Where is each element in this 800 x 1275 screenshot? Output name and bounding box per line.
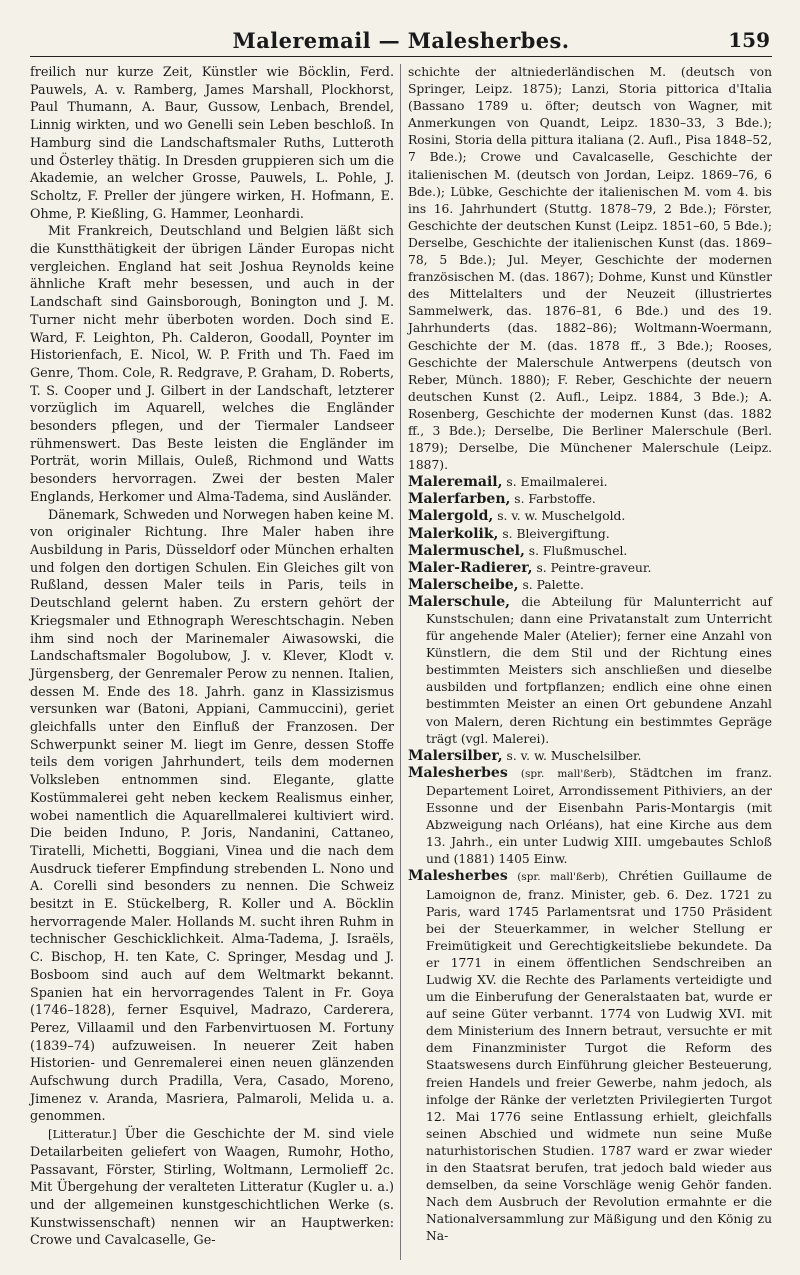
literature-text: Über die Geschichte der M. sind viele Detailarbeiten geliefert von Waagen, Rumohr, Hotho, Passavant, Förster, Stirling, Woltmann, Lermolieff 2c. Mit Übergehung der veralteten Litteratur (Kugler u. a.) und der allgemeinen kunstgeschichtlichen Werke (s. Kunstwissenschaft) nennen wir an Hauptwerken: Crowe und Cavalcaselle, Ge- xyxy=(30,1127,394,1249)
paragraph-literature xyxy=(30,1126,394,1250)
entry-malesherbes-person xyxy=(408,868,772,1245)
entry-headword: Malerscheibe, xyxy=(408,576,519,593)
left-column xyxy=(30,64,394,1250)
entry-text: s. Farbstoffe. xyxy=(510,492,596,507)
page-number: 159 xyxy=(728,28,770,52)
entry-malersilber xyxy=(408,748,772,765)
entry-headword: Maler-Radierer, xyxy=(408,559,533,576)
paragraph-england: Mit Frankreich, Deutschland und Belgien läßt sich die Kunstthätigkeit der übrigen Länder Europas nicht vergleichen. England hat seit Joshua Reynolds keine ähnliche Kraft mehr besessen, und auch in der Landschaft sind Gainsborough, Bonington und J. M. Turner nicht mehr überboten worden. Doch sind E. Ward, F. Leighton, Ph. Calderon, Goodall, Poynter im Historienfach, E. Nicol, W. P. Frith und Th. Faed im Genre, Thom. Cole, R. Redgrave, P. Graham, D. Roberts, T. S. Cooper und J. Gilbert in der Landschaft, letzterer vorzüglich im Aquarell, welches die Engländer besonders pflegen, und der Tiermaler Landseer rühmenswert. Das Beste leisten die Engländer im Porträt, worin Millais, Ouleß, Richmond und Watts besonders hervorragen. Zwei der besten Maler Englands, Herkomer und Alma-Tadema, sind Ausländer. xyxy=(30,224,394,505)
entry-malesherbes-town xyxy=(408,765,772,869)
pronunciation: (spr. mall'ßerb), xyxy=(507,871,609,884)
page-header xyxy=(30,26,772,57)
entry-text: s. Flußmuschel. xyxy=(524,543,628,558)
entry-text: s. v. w. Muschelgold. xyxy=(493,509,626,524)
entry-malerscheibe xyxy=(408,577,772,594)
paragraph-literature-continued: schichte der altniederländischen M. (deutsch von Springer, Leipz. 1875); Lanzi, Storia pittorica d'Italia (Bassano 1789 u. öfter; deutsch von Wagner, mit Anmerkungen von Quandt, Leipz. 1830–33, 3 Bde.); Rosini, Storia della pittura italiana (2. Aufl., Pisa 1848–52, 7 Bde.); Crowe und Cavalcaselle, Geschichte der italienischen M. (deutsch von Jordan, Leipz. 1869–76, 6 Bde.); Lübke, Geschichte der italienischen M. vom 4. bis ins 16. Jahrhundert (Stuttg. 1878–79, 2 Bde.); Förster, Geschichte der deutschen Kunst (Leipz. 1851–60, 5 Bde.); Derselbe, Geschichte der italienischen Kunst (das. 1869–78, 5 Bde.); Jul. Meyer, Geschichte der modernen französischen M. (das. 1867); Dohme, Kunst und Künstler des Mittelalters und der Neuzeit (illustriertes Sammelwerk, das. 1876–81, 6 Bde.) und des 19. Jahrhunderts (das. 1882–86); Woltmann-Woermann, Geschichte der M. (das. 1878 ff., 3 Bde.); Rooses, Geschichte der Malerschule Antwerpens (deutsch von Reber, Münch. 1880); F. Reber, Geschichte der neuern deutschen Kunst (2. Aufl., Leipz. 1884, 3 Bde.); A. Rosenberg, Geschichte der modernen Kunst (das. 1882 ff., 3 Bde.); Derselbe, Die Berliner Malerschule (Berl. 1879); Derselbe, Die Münchener Malerschule (Leipz. 1887). xyxy=(408,65,772,473)
entry-maler-radierer xyxy=(408,560,772,577)
right-column xyxy=(408,64,772,1245)
entry-headword: Maleremail, xyxy=(408,474,503,491)
entry-text: s. Palette. xyxy=(518,577,584,592)
entry-malerschule xyxy=(408,594,772,748)
entry-text: die Abteilung für Malunterricht auf Kunstschulen; dann eine Privatanstalt zum Unterricht für angehende Maler (Atelier); ferner eine Anzahl von Künstlern, die dem Stil und der Richtung eines bestimmten Meisters sich anschließen und dieselbe ausbilden und fortpflanzen; endlich eine ohne einen bestimmten Meister an einen Ort gebundene Anzahl von Malern, deren Richtung ein bestimmtes Gepräge trägt (vgl. Malerei). xyxy=(426,594,772,746)
entry-malerkolik xyxy=(408,526,772,543)
pronunciation: (spr. mall'ßerb), xyxy=(507,767,616,780)
entry-headword: Malerfarben, xyxy=(408,491,511,508)
entry-headword: Malesherbes xyxy=(408,764,508,781)
running-title: Maleremail — Malesherbes. xyxy=(232,28,570,53)
entry-headword: Malerschule, xyxy=(408,593,511,610)
paragraph-other-countries: Dänemark, Schweden und Norwegen haben keine M. von originaler Richtung. Ihre Maler haben ihre Ausbildung in Paris, Düsseldorf oder München erhalten und folgen den dortigen Schulen. Ein Gleiches gilt von Rußland, dessen Maler teils in Paris, teils in Deutschland gelernt haben. Zu erstern gehört der Kriegsmaler und Ethnograph Wereschtschagin. Neben ihm sind noch der Marinemaler Aiwasowski, die Landschaftsmaler Bogolubow, J. v. Klever, Klodt v. Jürgensberg, der Genremaler Perow zu nennen. Italien, dessen M. Ende des 18. Jahrh. ganz in Klassizismus versunken war (Batoni, Appiani, Cammuccini), geriet gleichfalls unter den Einfluß der Franzosen. Der Schwerpunkt seiner M. liegt im Genre, dessen Stoffe teils dem vorigen Jahrhundert, teils dem modernen Volksleben entnommen sind. Elegante, glatte Kostümmalerei geht neben keckem Realismus einher, wobei namentlich die Aquarellmalerei kultiviert wird. Die beiden Induno, P. Joris, Nandanini, Cattaneo, Tiratelli, Michetti, Boggiani, Vinea und die nach dem Ausdruck tieferer Empfindung strebenden L. Nono und A. Corelli sind besonders zu nennen. Die Schweiz besitzt in E. Stückelberg, R. Koller und A. Böcklin hervorragende Maler. Hollands M. sucht ihren Ruhm in technischer Geschicklichkeit. Alma-Tadema, J. Israëls, C. Bischop, H. ten Kate, C. Springer, Mesdag und J. Bosboom sind auch auf dem Weltmarkt bekannt. Spanien hat ein hervorragendes Talent in Fr. Goya (1746–1828), ferner Esquivel, Madrazo, Carderera, Perez, Villaamil und den Farbenvirtuosen M. Fortuny (1839–74) aufzuweisen. In neuerer Zeit haben Historien- und Genremalerei einen neuen glänzenden Aufschwung durch Pradilla, Vera, Casado, Moreno, Jimenez v. Aranda, Masriera, Palmaroli, Melida u. a. genommen. xyxy=(30,507,394,1125)
entry-malermuschel xyxy=(408,543,772,560)
entry-headword: Malesherbes xyxy=(408,868,508,885)
entry-malergold xyxy=(408,508,772,525)
entry-malerfarben xyxy=(408,491,772,508)
entry-headword: Malersilber, xyxy=(408,747,503,764)
entry-text: s. Emailmalerei. xyxy=(502,475,608,490)
entry-text: s. Bleivergiftung. xyxy=(498,526,610,541)
entry-headword: Malergold, xyxy=(408,508,494,525)
paragraph-germany-cities: freilich nur kurze Zeit, Künstler wie Böcklin, Ferd. Pauwels, A. v. Ramberg, James Marshall, Plockhorst, Paul Thumann, A. Baur, Gussow, Lenbach, Brendel, Linnig wirkten, und wo Genelli sein Leben beschloß. In Hamburg sind die Landschaftsmaler Ruths, Lutteroth und Österley thätig. In Dresden gruppieren sich um die Akademie, an welcher Grosse, Pauwels, L. Pohle, J. Scholtz, F. Preller der jüngere wirken, H. Hofmann, E. Ohme, P. Kießling, G. Hammer, Leonhardi. xyxy=(30,65,394,222)
entry-text: s. Peintre-graveur. xyxy=(532,560,652,575)
literature-tag: [Litteratur.] xyxy=(48,1127,117,1142)
column-divider xyxy=(400,64,401,1260)
entry-headword: Malerkolik, xyxy=(408,525,499,542)
entry-text: Städtchen im franz. Departement Loiret, Arrondissement Pithiviers, an der Essonne und der Eisenbahn Paris-Montargis (mit Abzweigung nach Orléans), hat eine Kirche aus dem 13. Jahrh., ein unter Ludwig XIII. umgebautes Schloß und (1881) 1405 Einw. xyxy=(426,765,772,867)
entry-headword: Malermuschel, xyxy=(408,542,525,559)
entry-text: s. v. w. Muschelsilber. xyxy=(502,748,642,763)
entry-maleremail xyxy=(408,474,772,491)
entry-text: Chrétien Guillaume de Lamoignon de, franz. Minister, geb. 6. Dez. 1721 zu Paris, ward 1745 Parlamentsrat und 1750 Präsident bei der Steuerkammer, in welcher Stellung er Freimütigkeit und Gerechtigkeitsliebe bekundete. Da er 1771 in einem öffentlichen Sendschreiben an Ludwig XV. die Rechte des Parlaments verteidigte und um die Einberufung der Generalstaaten bat, wurde er auf seine Güter verbannt. 1774 von Ludwig XVI. mit dem Ministerium des Innern betraut, versuchte er mit dem Finanzminister Turgot die Reform des Staatswesens durch Einführung gleicher Besteuerung, freien Handels und freier Gewerbe, nahm jedoch, als infolge der Ränke der verletzten Privilegierten Turgot 12. Mai 1776 seine Entlassung erhielt, gleichfalls seinen Abschied und widmete nun seine Muße naturhistorischen Studien. 1787 ward er zwar wieder in den Staatsrat berufen, trat jedoch bald wieder aus demselben, da seine Vorschläge wenig Gehör fanden. Nach dem Ausbruch der Revolution ermahnte er die Nationalversammlung zur Mäßigung und den König zu Na- xyxy=(426,869,772,1244)
